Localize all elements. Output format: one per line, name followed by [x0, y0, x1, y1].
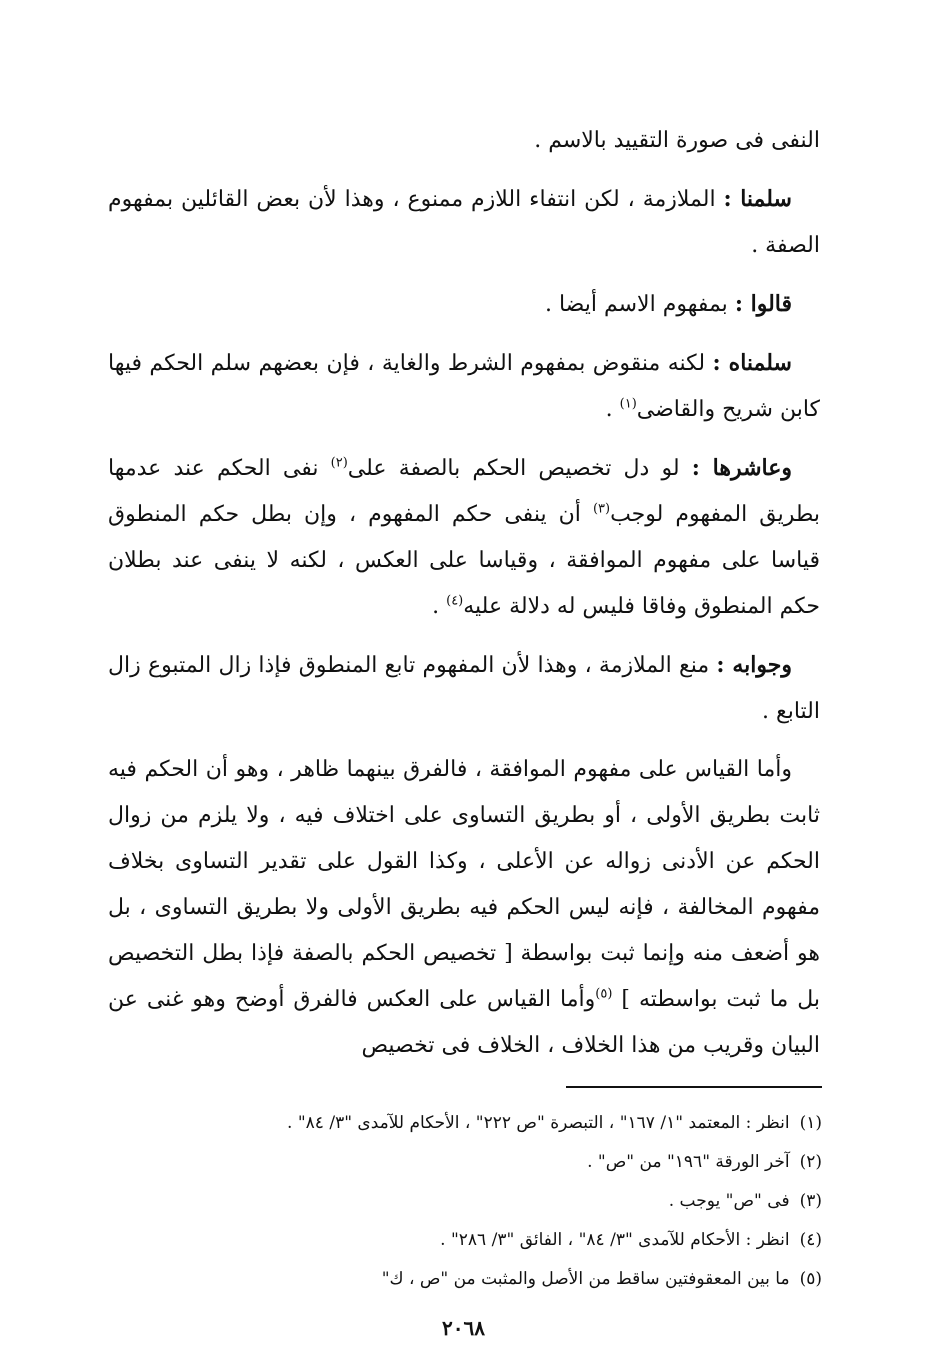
paragraph-lead: وجوابه : [716, 652, 792, 678]
footnote-number: (٣) [799, 1191, 822, 1211]
footnote-text: آخر الورقة "١٩٦" من "ص" . [587, 1152, 790, 1172]
footnote-separator [566, 1086, 822, 1088]
paragraph-6 [108, 642, 820, 735]
paragraph-text: . [605, 397, 620, 422]
paragraph-5 [108, 445, 820, 630]
footnote-text: انظر : المعتمد "١/ ١٦٧" ، التبصرة "ص ٢٢٢" ، الأحكام للآمدى "٣/ ٨٤" . [287, 1113, 790, 1133]
paragraph-text: النفى فى صورة التقييد بالاسم . [534, 128, 820, 153]
paragraph-text: الملازمة ، لكن انتفاء اللازم ممنوع ، وهذا لأن بعض القائلين بمفهوم الصفة . [108, 187, 820, 258]
paragraph-2 [108, 176, 820, 269]
paragraph-lead: سلمنا : [723, 186, 792, 212]
paragraph-text: . [432, 594, 447, 619]
paragraph-7 [108, 747, 820, 1069]
footnote-text: انظر : الأحكام للآمدى "٣/ ٨٤" ، الفائق "٣/ ٢٨٦" . [440, 1230, 790, 1250]
paragraph-3 [108, 281, 820, 328]
paragraph-1 [108, 118, 820, 164]
paragraph-text: نفى الحكم عند عدمها بطريق المفهوم لوجب [108, 456, 821, 527]
paragraph-4 [108, 340, 820, 433]
paragraph-lead: وعاشرها : [691, 455, 792, 481]
footnote-number: (٤) [799, 1230, 822, 1250]
paragraph-text: لكنه منقوض بمفهوم الشرط والغاية ، فإن بعضهم سلم الحكم فيها كابن شريح والقاضى [108, 351, 820, 422]
footnote-3 [108, 1182, 822, 1221]
paragraph-lead: قالوا : [734, 291, 792, 317]
footnote-number: (١) [799, 1113, 822, 1133]
paragraph-text: بمفهوم الاسم أيضا . [544, 292, 735, 317]
footnote-text: ما بين المعقوفتين ساقط من الأصل والمثبت من "ص ، ك" [381, 1269, 790, 1289]
paragraph-text: منع الملازمة ، وهذا لأن المفهوم تابع المنطوق فإذا زال المتبوع زال التابع . [108, 653, 820, 724]
footnotes [108, 1104, 822, 1299]
paragraph-text: لو دل تخصيص الحكم بالصفة على [347, 456, 692, 481]
page-number: ٢٠٦٨ [442, 1316, 485, 1340]
footnote-ref-3[interactable]: (٣) [592, 501, 611, 517]
paragraph-text: وأما القياس على مفهوم الموافقة ، فالفرق بينهما ظاهر ، وهو أن الحكم فيه ثابت بطريق الأولى ، أو بطريق التساوى على اختلاف فيه ، ولا يلزم من زوال الحكم عن الأدنى زواله عن الأعلى ، وكذا القول على تقدير التساوى بخلاف مفهوم المخالفة ، فإنه ليس الحكم فيه بطريق الأولى ولا بطريق التساوى ، بل هو أضعف منه وإنما ثبت بواسطة [ تخصيص الحكم بالصفة فإذا بطل التخصيص بل ما ثبت بواسطته ] [108, 757, 820, 1012]
paragraph-lead: سلمناه : [712, 350, 792, 376]
footnote-5 [108, 1260, 822, 1299]
footnote-ref-2[interactable]: (٢) [330, 455, 348, 471]
footnote-1 [108, 1104, 822, 1143]
footnote-number: (٢) [799, 1152, 822, 1172]
footnote-ref-5[interactable]: (٥) [595, 986, 613, 1002]
main-text [108, 118, 820, 1081]
footnote-4 [108, 1221, 822, 1260]
footnote-text: فى "ص" يوجب . [668, 1191, 790, 1211]
footnote-ref-4[interactable]: (٤) [446, 593, 464, 609]
paragraph-text: وأما القياس على العكس فالفرق أوضح وهو غنى عن البيان وقريب من هذا الخلاف ، الخلاف فى تخصيص [108, 987, 820, 1058]
paragraph-text: أن ينفى حكم المفهوم ، وإن بطل حكم المنطوق قياسا على مفهوم الموافقة ، وقياسا على العكس ، لكنه لا ينفى عند بطلان حكم المنطوق وفاقا فليس له دلالة عليه [108, 502, 820, 619]
footnote-number: (٥) [799, 1269, 822, 1289]
footnote-ref-1[interactable]: (١) [619, 396, 637, 412]
footnote-2 [108, 1143, 822, 1182]
